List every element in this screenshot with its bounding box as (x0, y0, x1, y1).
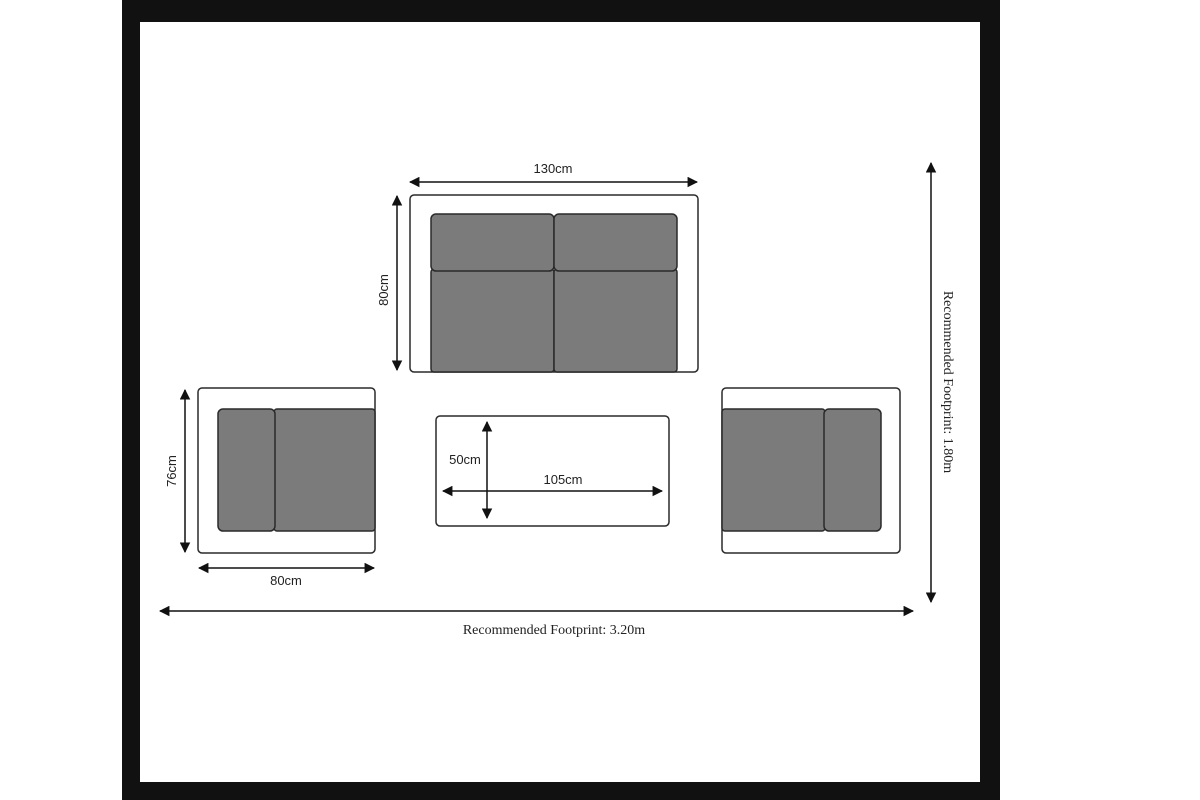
armchair-left (198, 388, 375, 553)
sofa-back-cushion-left (431, 214, 554, 271)
frame-border-top (122, 0, 1000, 22)
frame-border-right (980, 0, 1000, 800)
armchair-right-back-cushion (824, 409, 881, 531)
footprint-width-label: Recommended Footprint: 3.20m (462, 623, 646, 638)
frame-border-left (122, 0, 140, 800)
table-depth-label: 50cm (449, 452, 481, 467)
table-width-label: 105cm (543, 472, 583, 487)
sofa (410, 195, 698, 372)
footprint-depth-label: Recommended Footprint: 1.80m (940, 290, 955, 474)
armchair-left-seat (274, 409, 375, 531)
coffee-table (436, 416, 669, 526)
armchair-width-label: 80cm (270, 573, 302, 588)
sofa-seat-right (554, 269, 677, 372)
armchair-right-seat (722, 409, 825, 531)
sofa-depth-label: 80cm (376, 274, 391, 306)
sofa-seat-left (431, 269, 554, 372)
frame-border-bottom (122, 782, 1000, 800)
sofa-back-cushion-right (554, 214, 677, 271)
sofa-width-label: 130cm (533, 161, 573, 176)
armchair-right (722, 388, 900, 553)
armchair-left-back-cushion (218, 409, 275, 531)
armchair-depth-label: 76cm (164, 455, 179, 487)
